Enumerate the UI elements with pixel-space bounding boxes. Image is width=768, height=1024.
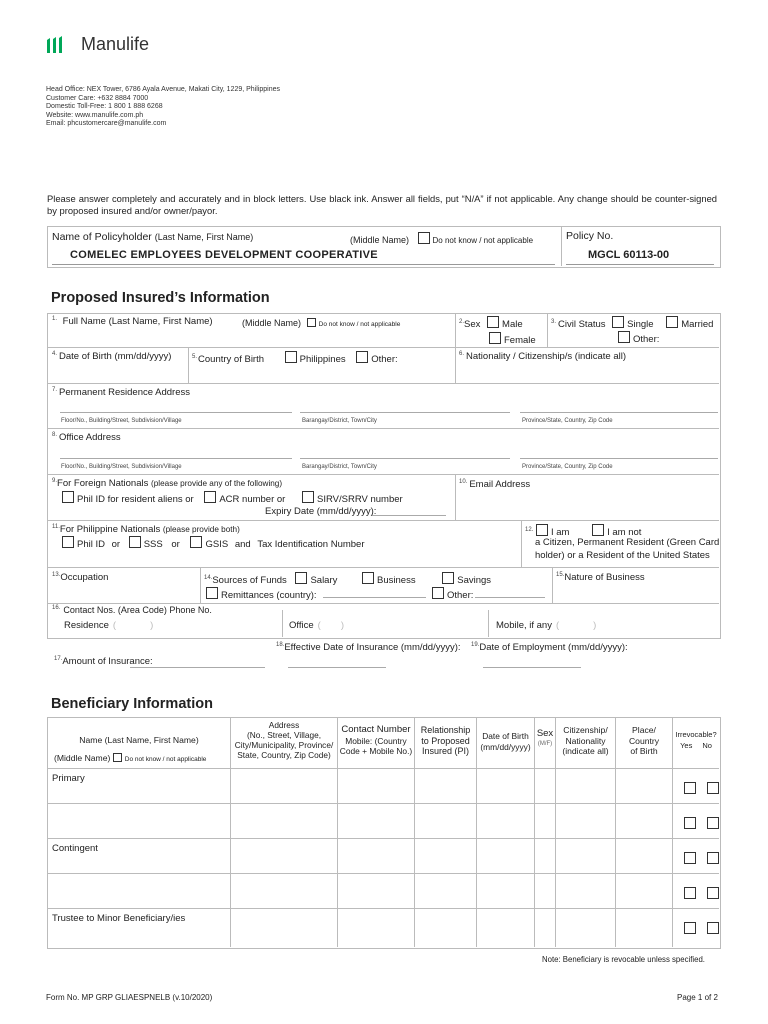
contact-nos-field: $^{16.}$ Contact Nos. (Area Code) Phone No. bbox=[52, 605, 212, 616]
phil-id-alien-checkbox[interactable] bbox=[62, 491, 74, 503]
funds-business-checkbox[interactable] bbox=[362, 572, 374, 584]
email: Email: phcustomercare@manulife.com bbox=[46, 120, 167, 128]
full-name-field[interactable]: $^{1.}$ Full Name (Last Name, First Name) bbox=[52, 316, 213, 328]
policy-no-value[interactable]: MGCL 60113-00 bbox=[588, 249, 670, 261]
form-number: Form No. MP GRP GLIAESPNELB (v.10/2020) bbox=[46, 993, 213, 1002]
irrev-no-checkbox[interactable] bbox=[707, 817, 719, 829]
ph-nationals-field: $^{11.}$For Philippine Nationals (please provide both) bbox=[52, 524, 240, 536]
full-name-na-checkbox[interactable] bbox=[307, 318, 316, 327]
row-contingent: Contingent bbox=[52, 843, 98, 854]
expiry-date-label: Expiry Date (mm/dd/yyyy): bbox=[265, 506, 377, 517]
row-primary: Primary bbox=[52, 773, 85, 784]
permanent-address-field[interactable]: $^{7.}$ Permanent Residence Address bbox=[52, 387, 190, 399]
col-address-header: Address (No., Street, Village, City/Municipality, Province/ State, Country, Zip Code) bbox=[234, 720, 334, 760]
perm-addr-sub-a: Floor/No., Building/Street, Subdivision/Village bbox=[61, 418, 182, 424]
full-name-middle: (Middle Name) Do not know / not applicable bbox=[242, 318, 401, 328]
residence-phone-field[interactable]: Residence ( ) bbox=[64, 620, 154, 631]
gsis-checkbox[interactable] bbox=[190, 536, 202, 548]
col-citizenship-header: Citizenship/ Nationality (indicate all) bbox=[562, 725, 609, 756]
instructions: Please answer completely and accurately and in block letters. Use black ink. Answer all fields, put “N/A” if not applicable. Any change should be counter-signed by proposed insured and/or owner/payor. bbox=[47, 193, 717, 216]
policyholder-label: Name of Policyholder (Last Name, First Name) bbox=[52, 231, 254, 243]
irrev-yes-checkbox[interactable] bbox=[684, 817, 696, 829]
irrev-row-1 bbox=[684, 780, 722, 798]
nature-of-business-field[interactable]: $^{15.}$Nature of Business bbox=[556, 572, 645, 584]
irrev-row-3 bbox=[684, 850, 722, 868]
col-relationship-header: Relationship to Proposed Insured (PI) bbox=[420, 725, 471, 756]
mobile-phone-field[interactable]: Mobile, if any ( ) bbox=[496, 620, 597, 631]
office-addr-sub-a: Floor/No., Building/Street, Subdivision/Village bbox=[61, 464, 182, 470]
us-desc-1: a Citizen, Permanent Resident (Green Card bbox=[535, 537, 720, 548]
col-dob-header: Date of Birth (mm/dd/yyyy) bbox=[480, 731, 531, 752]
civil-other-checkbox[interactable] bbox=[618, 331, 630, 343]
sss-checkbox[interactable] bbox=[129, 536, 141, 548]
dob-field[interactable]: $^{4.}$ Date of Birth (mm/dd/yyyy) bbox=[52, 351, 172, 363]
civil-other-option: Other: bbox=[618, 331, 659, 345]
col-irrevocable-header: Irrevocable? Yes No bbox=[675, 730, 717, 750]
sirv-checkbox[interactable] bbox=[302, 491, 314, 503]
ph-id-options: Phil ID or SSS or GSIS and Tax Identification Number bbox=[62, 536, 365, 550]
cob-philippines-checkbox[interactable] bbox=[285, 351, 297, 363]
sex-field: $^{2.}$Sex Male bbox=[459, 316, 523, 330]
irrev-no-checkbox[interactable] bbox=[707, 922, 719, 934]
irrev-row-4 bbox=[684, 885, 722, 903]
col-place-header: Place/ Country of Birth bbox=[628, 725, 660, 756]
us-iam-checkbox[interactable] bbox=[536, 524, 548, 536]
manulife-logo-icon bbox=[46, 36, 66, 54]
office-addr-sub-b: Barangay/District, Town/City bbox=[302, 464, 377, 470]
irrev-no-checkbox[interactable] bbox=[707, 852, 719, 864]
sex-male-checkbox[interactable] bbox=[487, 316, 499, 328]
brand-name: Manulife bbox=[81, 34, 150, 54]
col-sex-header: Sex (M/F) bbox=[536, 728, 554, 747]
irrev-no-checkbox[interactable] bbox=[707, 782, 719, 794]
nationality-field[interactable]: $^{6.}$ Nationality / Citizenship/s (indicate all) bbox=[459, 351, 626, 363]
sex-female-checkbox[interactable] bbox=[489, 332, 501, 344]
irrev-yes-checkbox[interactable] bbox=[684, 922, 696, 934]
office-phone-field[interactable]: Office ( ) bbox=[289, 620, 344, 631]
us-person-field: $^{12.}$ I am I am not bbox=[525, 524, 641, 538]
funds-salary-checkbox[interactable] bbox=[295, 572, 307, 584]
toll-free: Domestic Toll-Free: 1 800 1 888 6268 bbox=[46, 103, 163, 111]
irrev-yes-checkbox[interactable] bbox=[684, 782, 696, 794]
employment-date-field[interactable]: $^{19.}$Date of Employment (mm/dd/yyyy): bbox=[471, 642, 628, 654]
country-of-birth-field: $^{5.}$Country of Birth Philippines Other: bbox=[192, 351, 398, 365]
civil-status-field: $^{3.}$ Civil Status Single Married bbox=[551, 316, 713, 330]
us-iamnot-checkbox[interactable] bbox=[592, 524, 604, 536]
cob-other-checkbox[interactable] bbox=[356, 351, 368, 363]
office-address-field[interactable]: $^{8.}$ Office Address bbox=[52, 432, 121, 444]
insured-section-title: Proposed Insured’s Information bbox=[51, 290, 270, 306]
beneficiary-note: Note: Beneficiary is revocable unless specified. bbox=[542, 955, 705, 964]
funds-remittance-checkbox[interactable] bbox=[206, 587, 218, 599]
customer-care: Customer Care: +632 8884 7000 bbox=[46, 94, 149, 102]
funds-other-option: Other: bbox=[432, 587, 473, 601]
col-name-header: Name (Last Name, First Name) bbox=[79, 735, 199, 745]
perm-addr-sub-b: Barangay/District, Town/City bbox=[302, 418, 377, 424]
col-contact-header: Contact Number Mobile: (Country Code + Mobile No.) bbox=[339, 724, 413, 756]
funds-other-checkbox[interactable] bbox=[432, 587, 444, 599]
irrev-row-5 bbox=[684, 920, 722, 938]
funds-remittance-option: Remittances (country): bbox=[206, 587, 317, 601]
policyholder-middle: (Middle Name) Do not know / not applicable bbox=[350, 232, 533, 245]
irrev-row-2 bbox=[684, 815, 722, 833]
head-office: Head Office: NEX Tower, 6786 Ayala Avenue, Makati City, 1229, Philippines bbox=[46, 86, 280, 93]
col-middle-header: (Middle Name) Do not know / not applicable bbox=[54, 753, 207, 763]
occupation-field[interactable]: $^{13.}$Occupation bbox=[52, 572, 109, 584]
office-addr-sub-c: Province/State, Country, Zip Code bbox=[522, 464, 613, 470]
irrev-yes-checkbox[interactable] bbox=[684, 887, 696, 899]
policyholder-na-checkbox[interactable] bbox=[418, 232, 430, 244]
sources-of-funds-field: $^{14.}$Sources of Funds Salary Business Savings bbox=[204, 572, 491, 586]
header-contact bbox=[46, 86, 280, 129]
funds-savings-checkbox[interactable] bbox=[442, 572, 454, 584]
amount-of-insurance-field[interactable]: $^{17.}$Amount of Insurance: bbox=[54, 656, 153, 668]
perm-addr-sub-c: Province/State, Country, Zip Code bbox=[522, 418, 613, 424]
page-number: Page 1 of 2 bbox=[677, 993, 718, 1002]
policyholder-value[interactable]: COMELEC EMPLOYEES DEVELOPMENT COOPERATIVE bbox=[70, 249, 378, 261]
policy-no-label: Policy No. bbox=[566, 230, 614, 242]
email-field[interactable]: $^{10.}$ Email Address bbox=[459, 479, 531, 491]
civil-single-checkbox[interactable] bbox=[612, 316, 624, 328]
website: Website: www.manulife.com.ph bbox=[46, 111, 144, 119]
sex-female-option: Female bbox=[489, 332, 536, 346]
effective-date-field[interactable]: $^{18.}$Effective Date of Insurance (mm/dd/yyyy): bbox=[276, 642, 461, 654]
beneficiary-na-checkbox[interactable] bbox=[113, 753, 122, 762]
irrev-no-checkbox[interactable] bbox=[707, 887, 719, 899]
beneficiary-section-title: Beneficiary Information bbox=[51, 696, 213, 712]
foreign-id-options: Phil ID for resident aliens or ACR number or SIRV/SRRV number bbox=[62, 491, 403, 505]
acr-checkbox[interactable] bbox=[204, 491, 216, 503]
row-trustee: Trustee to Minor Beneficiary/ies bbox=[52, 913, 186, 924]
civil-married-checkbox[interactable] bbox=[666, 316, 678, 328]
foreign-nationals-field: $^{9.}$For Foreign Nationals (please provide any of the following) bbox=[52, 478, 283, 490]
irrev-yes-checkbox[interactable] bbox=[684, 852, 696, 864]
us-desc-2: holder) or a Resident of the United States bbox=[535, 550, 710, 561]
phil-id-checkbox[interactable] bbox=[62, 536, 74, 548]
